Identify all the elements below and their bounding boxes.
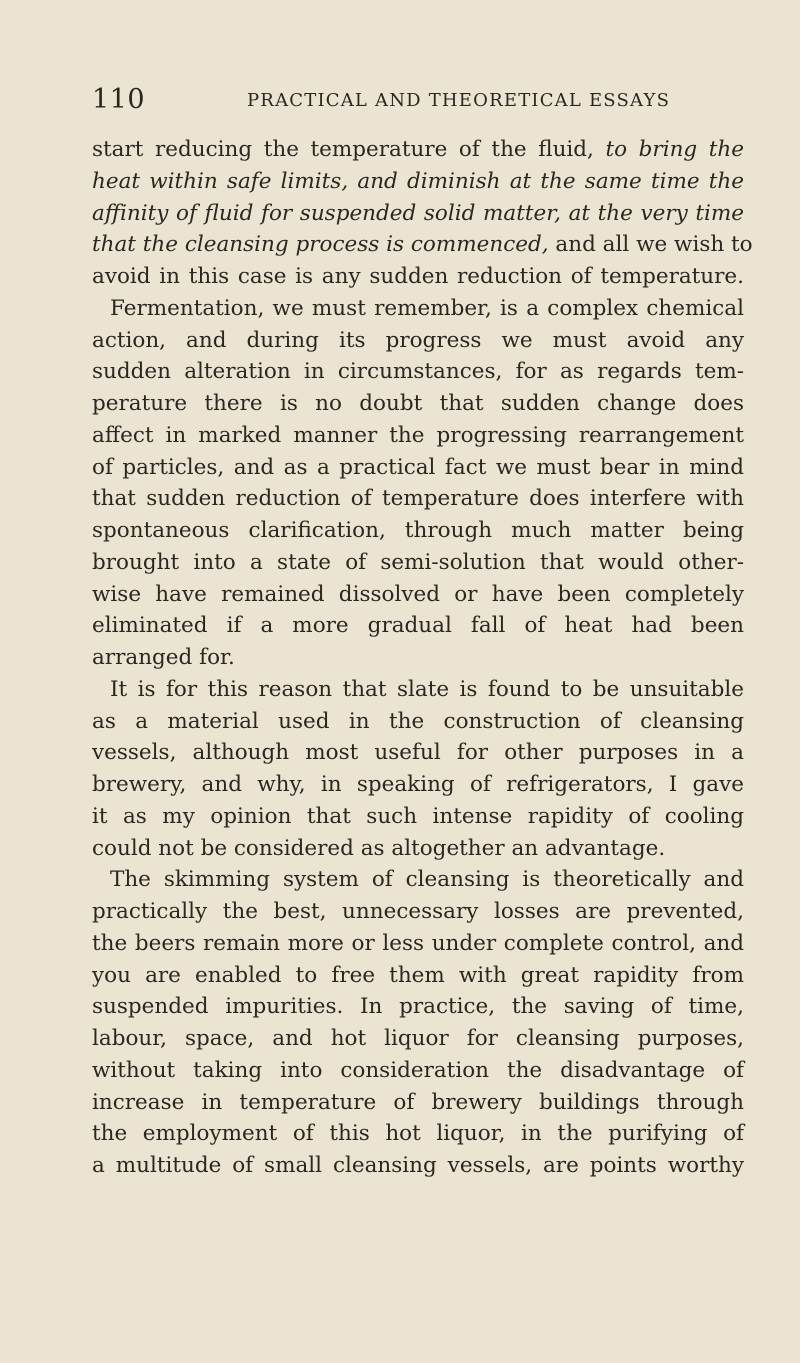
text-line	[92, 610, 744, 642]
text-line	[92, 642, 744, 674]
text-segment: increase in temperature of brewery buildings through	[92, 1089, 744, 1115]
text-segment: action, and during its progress we must avoid any	[92, 327, 744, 353]
text-line	[92, 833, 744, 865]
text-segment: of particles, and as a practical fact we must bear in mind	[92, 454, 744, 480]
text-segment: Fermentation, we must remember, is a complex chemical	[110, 295, 744, 321]
text-segment: suspended impurities. In practice, the saving of time,	[92, 994, 744, 1020]
running-head	[92, 84, 742, 120]
text-line	[92, 1055, 744, 1087]
text-line	[92, 134, 744, 166]
text-line	[92, 1087, 744, 1119]
text-line	[92, 293, 744, 325]
text-segment: arranged for.	[92, 645, 235, 670]
text-line	[92, 801, 744, 833]
text-segment: It is for this reason that slate is found to be unsuitable	[110, 676, 744, 702]
text-line	[92, 420, 744, 452]
text-segment: sudden alteration in circumstances, for as regards tem-	[92, 359, 744, 385]
text-segment: you are enabled to free them with great rapidity from	[92, 962, 744, 988]
text-line	[92, 579, 744, 611]
text-line	[92, 674, 744, 706]
text-line	[92, 388, 744, 420]
text-segment: could not be considered as altogether an advantage.	[92, 835, 666, 861]
text-line	[92, 261, 744, 293]
italic-text: affinity of fluid for suspended solid matter, at the very time	[92, 200, 744, 226]
text-line	[92, 325, 744, 357]
text-line	[92, 452, 744, 484]
text-segment: labour, space, and hot liquor for cleansing purposes,	[92, 1026, 744, 1051]
text-line	[92, 1150, 744, 1182]
text-segment: wise have remained dissolved or have been completely	[92, 581, 744, 607]
text-segment: The skimming system of cleansing is theoretically and	[110, 867, 744, 893]
text-segment: it as my opinion that such intense rapidity of cooling	[92, 803, 744, 829]
italic-text: heat within safe limits, and diminish at the same time the	[92, 168, 744, 194]
text-line	[92, 737, 744, 769]
text-line	[92, 769, 744, 801]
italic-text: to bring the	[605, 137, 744, 162]
text-segment: a multitude of small cleansing vessels, are points worthy	[92, 1153, 744, 1178]
text-line	[92, 706, 744, 738]
text-line	[92, 896, 744, 928]
text-segment: eliminated if a more gradual fall of heat had been	[92, 613, 744, 639]
text-segment: without taking into consideration the disadvantage of	[92, 1057, 744, 1083]
text-segment: the beers remain more or less under complete control, and	[92, 930, 744, 956]
page-number: 110	[92, 84, 146, 115]
text-line	[92, 515, 744, 547]
text-line	[92, 1118, 744, 1150]
text-segment: and all we wish to	[548, 232, 753, 258]
text-line	[92, 864, 744, 896]
text-segment: avoid in this case is any sudden reduction of temperature.	[92, 264, 744, 289]
text-segment: that sudden reduction of temperature does interfere with	[92, 486, 744, 512]
italic-text: that the cleansing process is commenced,	[92, 232, 549, 258]
text-segment: affect in marked manner the progressing rearrangement	[92, 422, 744, 448]
text-line	[92, 229, 753, 261]
text-line	[92, 991, 744, 1023]
text-line	[92, 960, 744, 992]
text-line	[92, 1023, 744, 1055]
text-segment: vessels, although most useful for other purposes in a	[92, 740, 744, 766]
text-segment: brought into a state of semi-solution that would other-	[92, 549, 744, 575]
text-segment: perature there is no doubt that sudden change does	[92, 391, 744, 416]
text-segment: spontaneous clarification, through much matter being	[92, 518, 744, 543]
text-line	[92, 198, 744, 230]
text-segment: as a material used in the construction of cleansing	[92, 708, 744, 734]
text-segment: the employment of this hot liquor, in the purifying of	[92, 1121, 744, 1147]
text-line	[92, 356, 744, 388]
text-segment: brewery, and why, in speaking of refrigerators, I gave	[92, 772, 744, 797]
text-line	[92, 928, 744, 960]
text-line	[92, 547, 744, 579]
text-segment: start reducing the temperature of the fluid,	[92, 137, 606, 162]
text-segment: practically the best, unnecessary losses are prevented,	[92, 899, 744, 924]
text-line	[92, 166, 744, 198]
text-line	[92, 483, 744, 515]
running-title: PRACTICAL AND THEORETICAL ESSAYS	[247, 90, 671, 111]
body-text	[92, 134, 753, 1182]
